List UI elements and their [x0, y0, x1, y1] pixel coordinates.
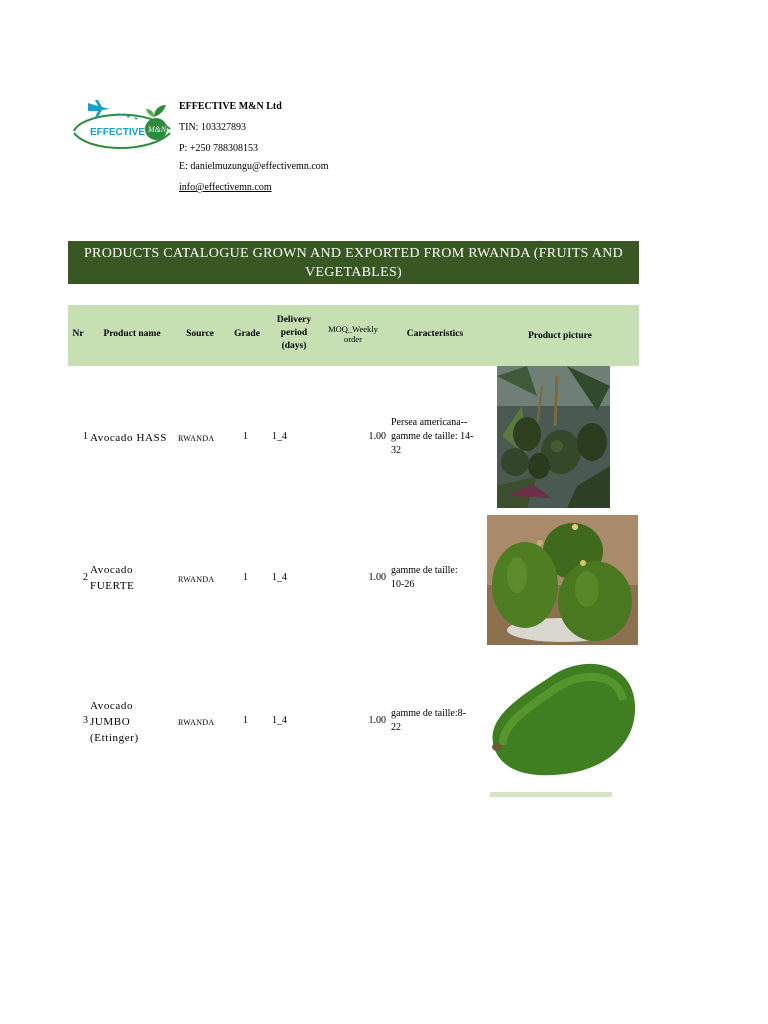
row-3-grade: 1 [243, 715, 248, 726]
company-info [179, 96, 329, 202]
row-2-delivery: 1_4 [272, 572, 287, 583]
row-3-caracteristics: gamme de taille:8-22 [391, 708, 466, 733]
row-1-grade: 1 [243, 431, 248, 442]
row-2-product: Avocado FUERTE [90, 564, 135, 592]
header-delivery: Delivery period (days) [276, 315, 312, 351]
row-1-nr: 1 [83, 431, 88, 442]
company-tin: TIN: 103327893 [179, 122, 246, 133]
row-3-nr: 3 [83, 715, 88, 726]
avocado-fuerte-photo [487, 515, 638, 645]
company-email-link[interactable]: info@effectivemn.com [179, 182, 272, 193]
logo-wordmark: EFFECTIVE [90, 127, 146, 138]
row-1-moq: 1.00 [368, 431, 386, 442]
row-1-caracteristics: Persea americana--gamme de taille: 14-32 [391, 417, 474, 456]
header-moq: MOQ_Weekly order [328, 324, 378, 344]
company-email[interactable]: E: danielmuzungu@effectivemn.com [179, 161, 329, 172]
logo-mark: M&N [148, 125, 167, 134]
row-1-source: RWANDA [178, 434, 215, 443]
avocado-jumbo-photo [483, 655, 638, 780]
row-3-source: RWANDA [178, 718, 215, 727]
company-phone: P: +250 788308153 [179, 143, 258, 154]
row-2-moq: 1.00 [368, 572, 386, 583]
row-2-source: RWANDA [178, 575, 215, 584]
row-3-moq: 1.00 [368, 715, 386, 726]
row-1-product: Avocado HASS [90, 432, 167, 444]
header-grade: Grade [234, 329, 260, 339]
photo-edge [490, 792, 612, 797]
row-3-delivery: 1_4 [272, 715, 287, 726]
avocado-tree-photo [497, 366, 610, 508]
company-logo [70, 95, 174, 151]
row-2-grade: 1 [243, 572, 248, 583]
row-2-caracteristics: gamme de taille: 10-26 [391, 565, 458, 590]
header-source: Source [186, 329, 214, 339]
row-2-nr: 2 [83, 572, 88, 583]
row-1-delivery: 1_4 [272, 431, 287, 442]
company-name: EFFECTIVE M&N Ltd [179, 101, 282, 112]
header-caracteristics: Caracteristics [406, 329, 464, 339]
header-product-picture: Product picture [528, 331, 592, 341]
catalogue-title: PRODUCTS CATALOGUE GROWN AND EXPORTED FROM RWANDA (FRUITS AND VEGETABLES) [68, 241, 639, 284]
row-3-product: Avocado JUMBO (Ettinger) [90, 700, 139, 744]
header-product-name: Product name [103, 329, 161, 339]
header-nr: Nr [72, 329, 84, 339]
